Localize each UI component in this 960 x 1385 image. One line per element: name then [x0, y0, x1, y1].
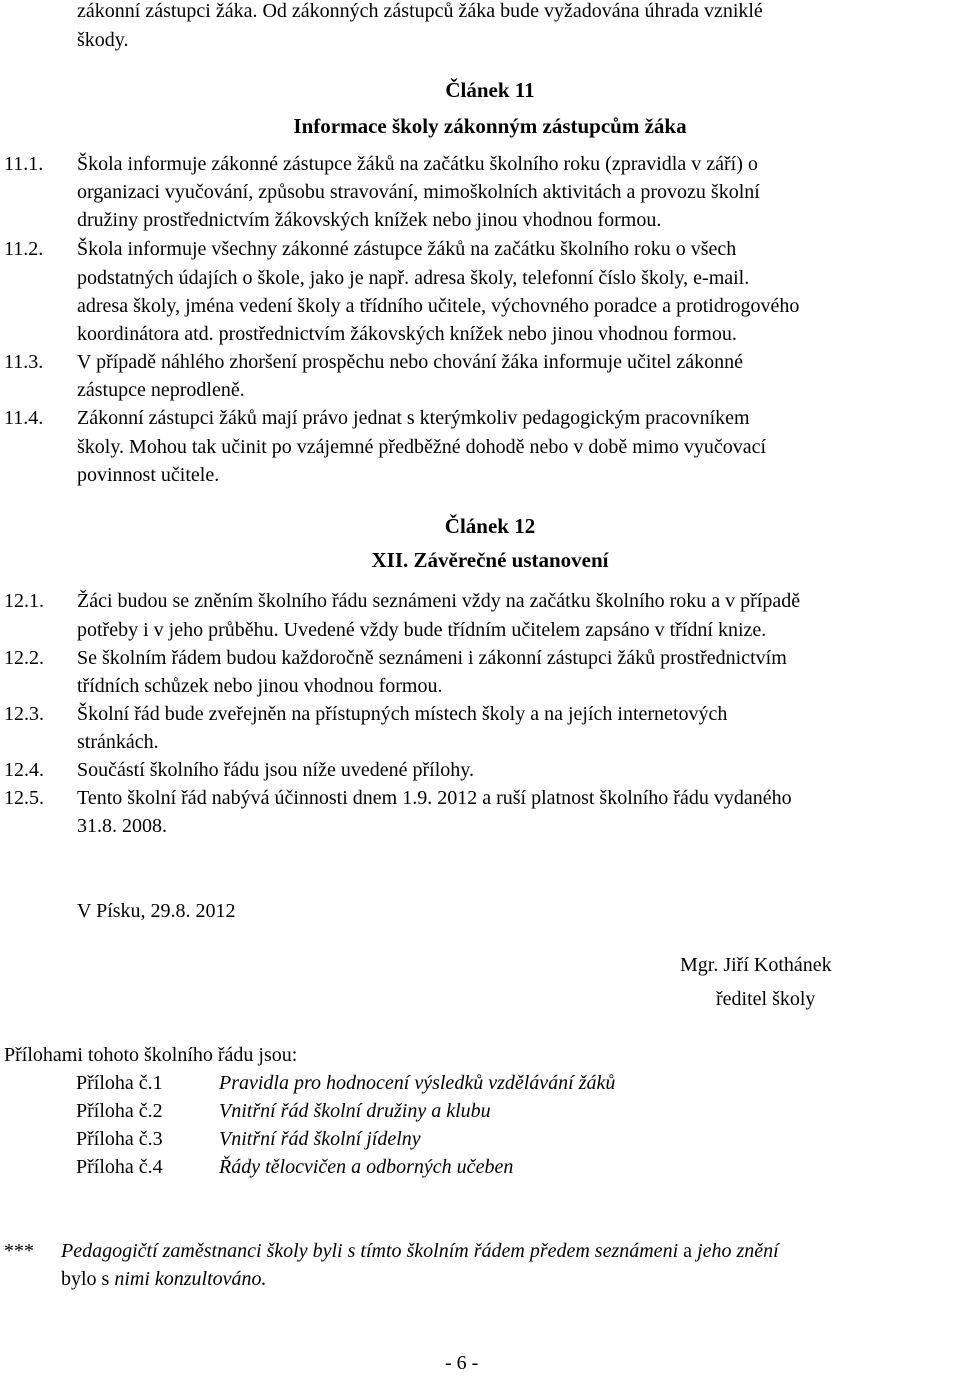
- item-number: 11.4.: [4, 407, 44, 429]
- attachment-label: Příloha č.2: [76, 1100, 163, 1122]
- item-text: koordinátora atd. prostřednictvím žákovských knížek nebo jinou vhodnou formou.: [77, 323, 737, 345]
- item-number: 12.5.: [4, 787, 44, 809]
- footnote-marker: ***: [4, 1240, 34, 1262]
- footnote-line: [61, 1237, 779, 1265]
- attachments-intro: Přílohami tohoto školního řádu jsou:: [4, 1044, 298, 1066]
- item-text: Se školním řádem budou každoročně seznámeni i zákonní zástupci žáků prostřednictvím: [77, 647, 787, 669]
- footnote-line: [61, 1265, 267, 1293]
- place-date: V Písku, 29.8. 2012: [77, 900, 236, 922]
- signature-name: Mgr. Jiří Kothánek: [680, 954, 832, 976]
- item-number: 12.3.: [4, 703, 44, 725]
- item-number: 12.1.: [4, 590, 44, 612]
- attachment-label: Příloha č.4: [76, 1156, 163, 1178]
- item-text: Škola informuje zákonné zástupce žáků na začátku školního roku (zpravidla v září) o: [77, 153, 758, 175]
- attachment-label: Příloha č.3: [76, 1128, 163, 1150]
- continuation-text: zákonní zástupci žáka. Od zákonných zástupců žáka bude vyžadována úhrada vzniklé: [77, 0, 763, 22]
- attachment-label: Příloha č.1: [76, 1072, 163, 1094]
- attachment-title: Řády tělocvičen a odborných učeben: [219, 1156, 514, 1178]
- item-text: třídních schůzek nebo jinou vhodnou formou.: [77, 675, 443, 697]
- footnote-text: nimi konzultováno.: [114, 1268, 267, 1290]
- item-text: V případě náhlého zhoršení prospěchu nebo chování žáka informuje učitel zákonné: [77, 351, 744, 373]
- item-text: povinnost učitele.: [77, 464, 220, 486]
- item-text: potřeby i v jeho průběhu. Uvedené vždy bude třídním učitelem zapsáno v třídní knize.: [77, 619, 767, 641]
- item-text: Tento školní řád nabývá účinnosti dnem 1.9. 2012 a ruší platnost školního řádu vydaného: [77, 787, 792, 809]
- article-subheading: XII. Závěrečné ustanovení: [371, 548, 609, 572]
- page-number: - 6 -: [445, 1352, 479, 1374]
- item-text: školy. Mohou tak učinit po vzájemné předběžné dohodě nebo v době mimo vyučovací: [77, 436, 767, 458]
- footnote-text: Pedagogičtí zaměstnanci školy byli s tímto školním řádem předem seznámeni: [61, 1240, 679, 1262]
- article-heading: Článek 12: [444, 514, 536, 538]
- item-text: adresa školy, jména vedení školy a třídního učitele, výchovného poradce a protidrogového: [77, 295, 800, 317]
- item-text: Zákonní zástupci žáků mají právo jednat s kterýmkoliv pedagogickým pracovníkem: [77, 407, 750, 429]
- item-text: Školní řád bude zveřejněn na přístupných místech školy a na jejích internetových: [77, 703, 728, 725]
- item-text: organizaci vyučování, způsobu stravování, mimoškolních aktivitách a provozu školní: [77, 181, 760, 203]
- continuation-text: škody.: [77, 29, 129, 51]
- attachment-title: Pravidla pro hodnocení výsledků vzdělávání žáků: [219, 1072, 616, 1094]
- item-text: Škola informuje všechny zákonné zástupce žáků na začátku školního roku o všech: [77, 238, 737, 260]
- article-subheading: Informace školy zákonným zástupcům žáka: [293, 114, 687, 138]
- item-number: 12.4.: [4, 759, 44, 781]
- signature-role: ředitel školy: [716, 988, 816, 1010]
- item-text: Žáci budou se zněním školního řádu seznámeni vždy na začátku školního roku a v případě: [77, 590, 801, 612]
- item-text: podstatných údajích o škole, jako je např. adresa školy, telefonní číslo školy, e-mail.: [77, 267, 750, 289]
- item-number: 11.2.: [4, 238, 44, 260]
- item-text: družiny prostřednictvím žákovských knížek nebo jinou vhodnou formou.: [77, 209, 662, 231]
- footnote-text: a: [678, 1240, 698, 1262]
- item-text: stránkách.: [77, 731, 159, 753]
- item-text: Součástí školního řádu jsou níže uvedené přílohy.: [77, 759, 474, 781]
- attachment-title: Vnitřní řád školní družiny a klubu: [219, 1100, 491, 1122]
- item-number: 12.2.: [4, 647, 44, 669]
- item-text: zástupce neprodleně.: [77, 379, 245, 401]
- article-heading: Článek 11: [445, 78, 535, 102]
- item-text: 31.8. 2008.: [77, 815, 167, 837]
- item-number: 11.3.: [4, 351, 44, 373]
- item-number: 11.1.: [4, 153, 44, 175]
- footnote-text: jeho znění: [697, 1240, 779, 1262]
- attachment-title: Vnitřní řád školní jídelny: [219, 1128, 421, 1150]
- footnote-text: bylo s: [61, 1268, 115, 1290]
